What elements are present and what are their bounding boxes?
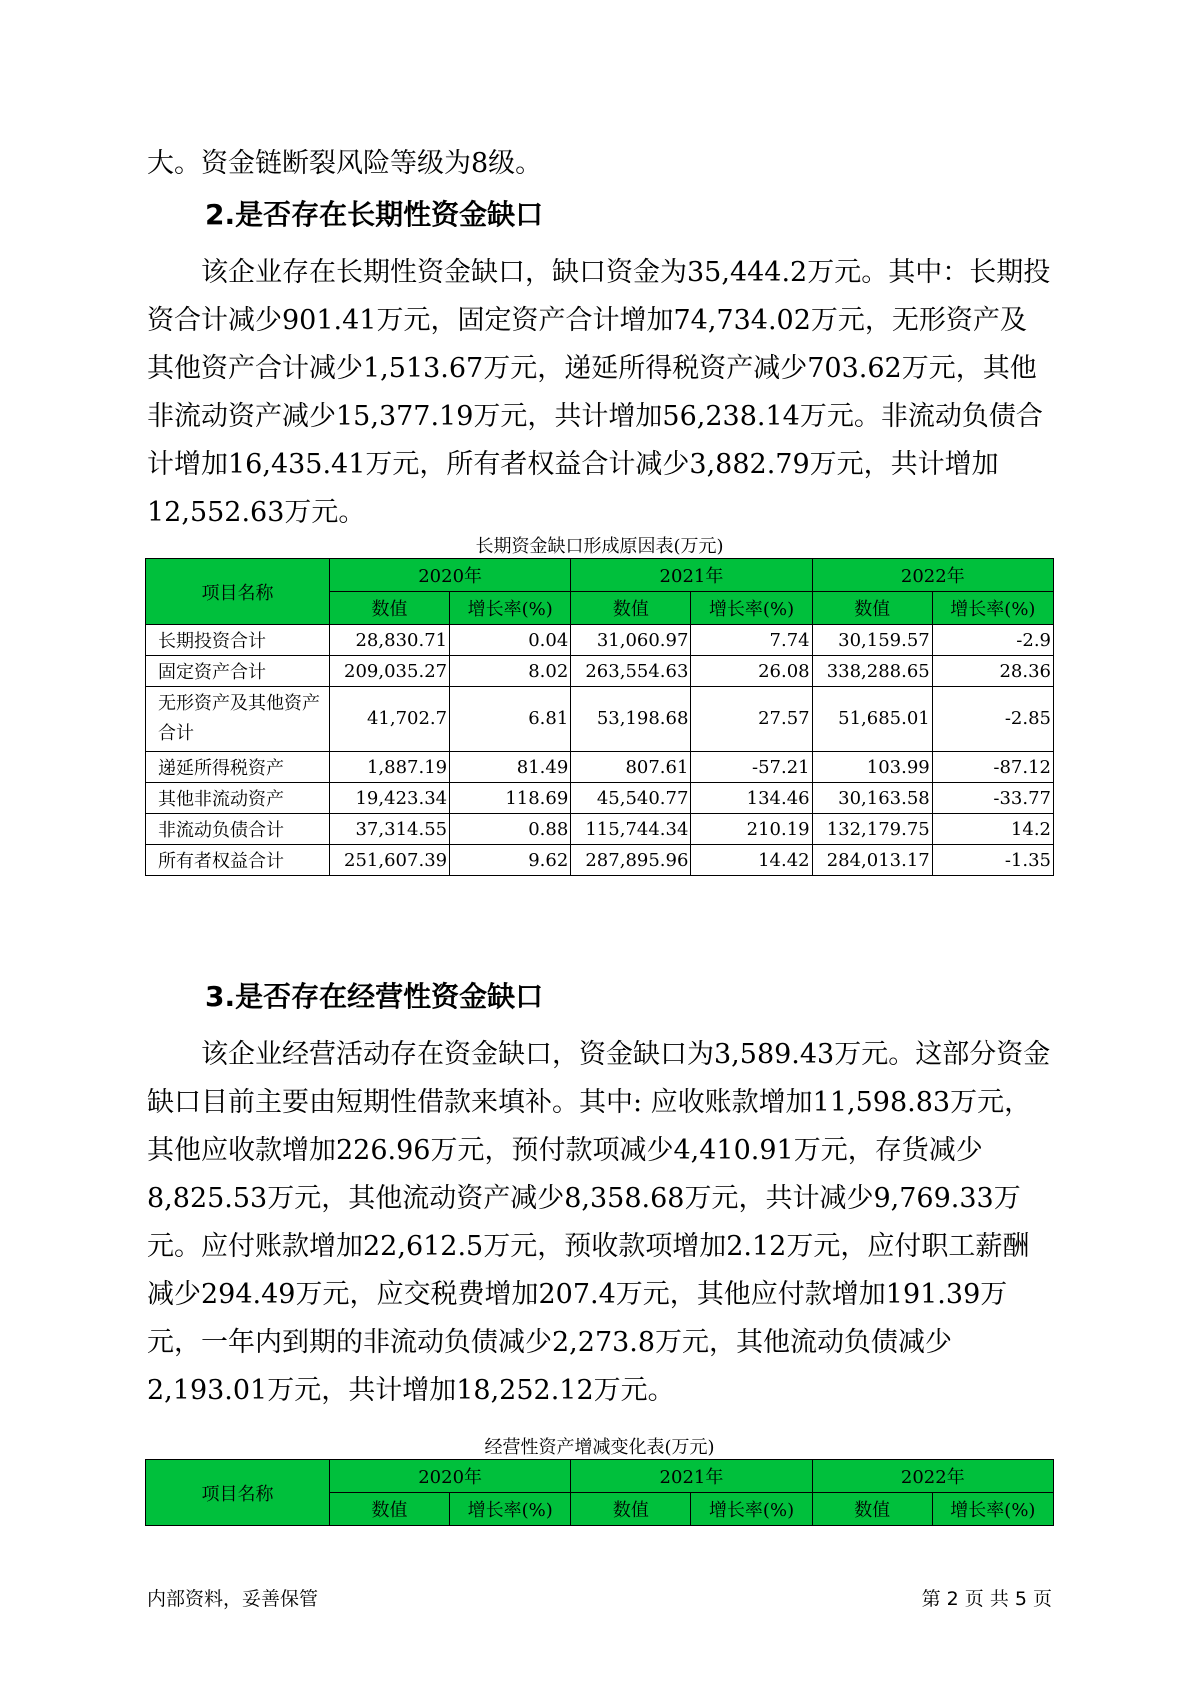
header-value: 数值 [329,592,449,625]
header-growth: 增长率(%) [691,592,812,625]
section-2-heading: 2.是否存在长期性资金缺口 [205,198,544,231]
cell: 287,895.96 [571,845,691,876]
cell: 807.61 [571,752,691,783]
header-item-name: 项目名称 [146,1460,330,1526]
footer-confidential-note: 内部资料，妥善保管 [147,1588,319,1610]
cell: 45,540.77 [571,783,691,814]
header-value: 数值 [329,1493,449,1526]
cell: 209,035.27 [329,656,449,687]
cell: 14.42 [691,845,812,876]
section-3-heading: 3.是否存在经营性资金缺口 [205,980,544,1013]
header-year-2021: 2021年 [571,559,812,592]
table-row [146,752,1054,783]
header-growth: 增长率(%) [691,1493,812,1526]
cell: 26.08 [691,656,812,687]
header-year-2020: 2020年 [329,1460,570,1493]
header-year-2021: 2021年 [571,1460,812,1493]
cell: 210.19 [691,814,812,845]
table-row [146,656,1054,687]
header-growth: 增长率(%) [450,592,571,625]
cell: -2.85 [932,687,1053,752]
cell: 31,060.97 [571,625,691,656]
cell: 30,163.58 [812,783,932,814]
cell: 0.04 [450,625,571,656]
cell: 53,198.68 [571,687,691,752]
header-growth: 增长率(%) [932,592,1053,625]
row-name: 递延所得税资产 [146,752,330,783]
header-value: 数值 [812,1493,932,1526]
cell: -2.9 [932,625,1053,656]
header-item-name: 项目名称 [146,559,330,625]
header-value: 数值 [571,592,691,625]
cell: 41,702.7 [329,687,449,752]
table-row [146,814,1054,845]
cell: 0.88 [450,814,571,845]
section-3-paragraph: 该企业经营活动存在资金缺口，资金缺口为3,589.43万元。这部分资金缺口目前主要由短期性借款来填补。其中: 应收账款增加11,598.83万元，其他应收款增加226.96万元，预付款项减少4,410.91万元，存货减少8,825.53万元，其他流动资产减少8,358.68万元，共计减少9,769.33万元。应付账款增加22,612.5万元，预收款项增加2.12万元，应付职工薪酬减少294.49万元，应交税费增加207.4万元，其他应付款增加191.39万元，一年内到期的非流动负债减少2,273.8万元，其他流动负债减少2,193.01万元，共计增加18,252.12万元。 [147,1039,1051,1406]
cell: 19,423.34 [329,783,449,814]
cell: -87.12 [932,752,1053,783]
row-name: 无形资产及其他资产合计 [146,687,330,752]
cell: 103.99 [812,752,932,783]
table-1-caption: 长期资金缺口形成原因表(万元) [475,536,724,557]
cell: 27.57 [691,687,812,752]
cell: 28.36 [932,656,1053,687]
cell: 1,887.19 [329,752,449,783]
cell: 132,179.75 [812,814,932,845]
cell: 28,830.71 [329,625,449,656]
table-row [146,625,1054,656]
cell: 37,314.55 [329,814,449,845]
cell: 338,288.65 [812,656,932,687]
header-year-2022: 2022年 [812,559,1053,592]
cell: -57.21 [691,752,812,783]
row-name: 其他非流动资产 [146,783,330,814]
row-name: 非流动负债合计 [146,814,330,845]
cell: -1.35 [932,845,1053,876]
table-row [146,783,1054,814]
cell: 7.74 [691,625,812,656]
cell: 81.49 [450,752,571,783]
cell: 51,685.01 [812,687,932,752]
cell: 284,013.17 [812,845,932,876]
header-year-2022: 2022年 [812,1460,1053,1493]
header-value: 数值 [571,1493,691,1526]
table-row [146,687,1054,752]
cell: 134.46 [691,783,812,814]
header-value: 数值 [812,592,932,625]
long-term-gap-table [145,558,1054,876]
operating-assets-table [145,1459,1054,1526]
table-row [146,845,1054,876]
cell: 9.62 [450,845,571,876]
header-year-2020: 2020年 [329,559,570,592]
section-2-paragraph: 该企业存在长期性资金缺口，缺口资金为35,444.2万元。其中：长期投资合计减少901.41万元，固定资产合计增加74,734.02万元，无形资产及其他资产合计减少1,513.67万元，递延所得税资产减少703.62万元，其他非流动资产减少15,377.19万元，共计增加56,238.14万元。非流动负债合计增加16,435.41万元，所有者权益合计减少3,882.79万元，共计增加12,552.63万元。 [147,257,1051,528]
cell: 14.2 [932,814,1053,845]
row-name: 长期投资合计 [146,625,330,656]
table-2-caption: 经营性资产增减变化表(万元) [484,1437,715,1458]
cell: 6.81 [450,687,571,752]
cell: -33.77 [932,783,1053,814]
cell: 251,607.39 [329,845,449,876]
cell: 118.69 [450,783,571,814]
header-growth: 增长率(%) [450,1493,571,1526]
cell: 115,744.34 [571,814,691,845]
page-number: 第 2 页 共 5 页 [921,1588,1052,1610]
row-name: 固定资产合计 [146,656,330,687]
row-name: 所有者权益合计 [146,845,330,876]
cell: 8.02 [450,656,571,687]
cell: 30,159.57 [812,625,932,656]
cell: 263,554.63 [571,656,691,687]
header-growth: 增长率(%) [932,1493,1053,1526]
intro-line: 大。资金链断裂风险等级为8级。 [147,148,543,179]
